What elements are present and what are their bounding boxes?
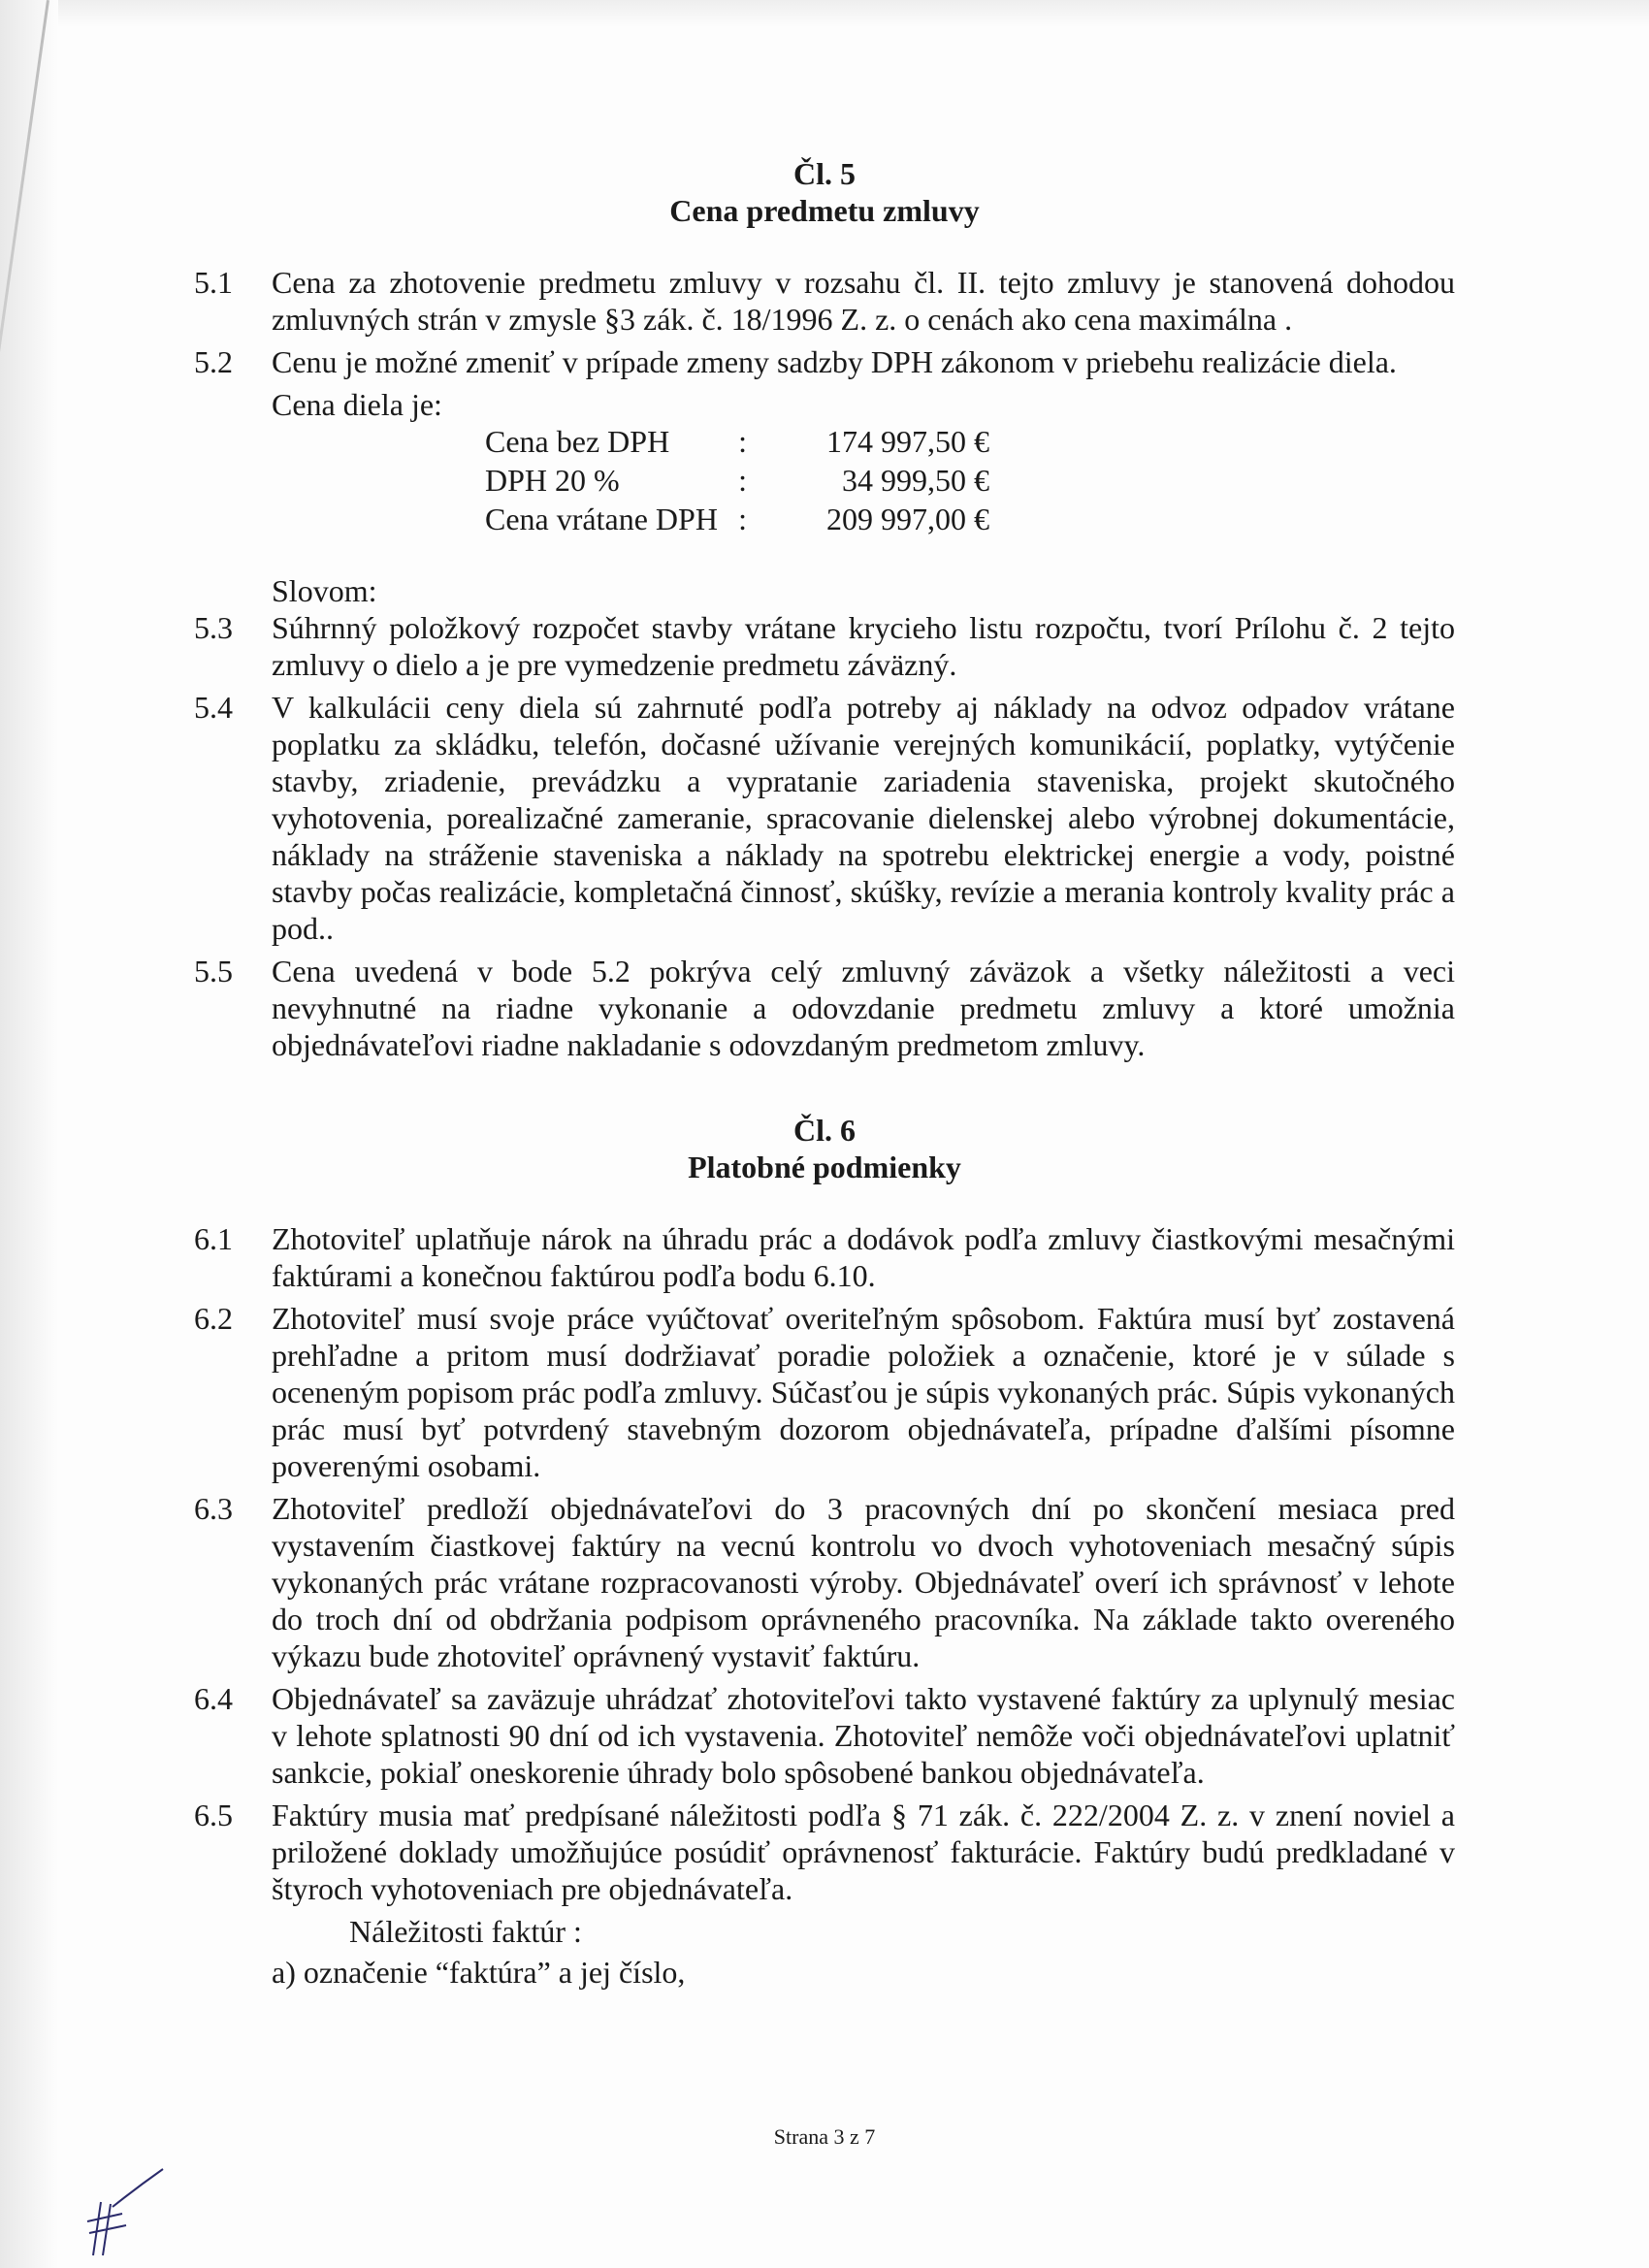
clause-5-2: [194, 343, 1455, 380]
article-6: [194, 1112, 1455, 1991]
clause-text: V kalkulácii ceny diela sú zahrnuté podľa potreby aj náklady na odvoz odpadov vrátane poplatku za skládku, telefón, dočasné užívanie verejných komunikácií, poplatky, vytýčenie stavby, zriadenie, prevádzku a vypratanie zariadenia staveniska, projekt skutočného vyhotovenia, porealizačné zameranie, spracovanie dielenskej alebo výrobnej dokumentácie, náklady na stráženie staveniska a náklady na spotrebu elektrickej energie a vody, poistné stavby počas realizácie, kompletačná činnosť, skúšky, revízie a merania kontroly kvality prác a pod..: [272, 690, 1455, 946]
page-footer: Strana 3 z 7: [773, 2124, 876, 2149]
clause-number: 5.5: [194, 954, 233, 988]
price-label: Cena bez DPH :: [485, 424, 747, 459]
clause-number: 6.5: [194, 1798, 233, 1832]
clause-number: 5.1: [194, 265, 233, 300]
clause-6-2: [194, 1300, 1455, 1484]
clause-text: Zhotoviteľ predloží objednávateľovi do 3 pracovných dní po skončení mesiaca pred vystavením čiastkovej faktúry na vecnú kontrolu vo dvoch vyhotoveniach mesačný súpis vykonaných prác vrátane rozpracovanosti výroby. Objednávateľ overí ich správnosť v lehote do troch dní od obdržania podpisom oprávneného pracovníka. Na základe takto overeného výkazu bude zhotoviteľ oprávnený vystaviť faktúru.: [272, 1491, 1455, 1673]
handwritten-signature: [83, 2163, 171, 2260]
price-value: 209 997,00 €: [826, 502, 989, 536]
clause-text: Faktúry musia mať predpísané náležitosti podľa § 71 zák. č. 222/2004 Z. z. v znení noviel a priložené doklady umožňujúce posúdiť oprávnenosť fakturácie. Faktúry budú predkladané v štyroch vyhotoveniach pre objednávateľa.: [272, 1798, 1455, 1906]
clause-number: 6.4: [194, 1681, 233, 1716]
price-row: [485, 423, 1455, 462]
clause-number: 6.3: [194, 1491, 233, 1526]
scan-left-edge: [0, 0, 58, 2268]
price-label: DPH 20 % :: [485, 463, 747, 498]
clause-text: Cena uvedená v bode 5.2 pokrýva celý zmluvný záväzok a všetky náležitosti a veci nevyhnutné na riadne vykonanie a odovzdanie predmetu zmluvy a ktoré umožnia objednávateľovi riadne nakladanie s odovzdaným predmetom zmluvy.: [272, 954, 1455, 1062]
clause-5-1: [194, 264, 1455, 338]
invoice-requirement-a: a) označenie “faktúra” a jej číslo,: [272, 1955, 686, 1990]
clause-text: Objednávateľ sa zaväzuje uhrádzať zhotoviteľovi takto vystavené faktúry za uplynulý mesiac v lehote splatnosti 90 dní od ich vystavenia. Zhotoviteľ nemôže voči objednávateľovi uplatniť sankcie, pokiaľ oneskorenie úhrady bolo spôsobené bankou objednávateľa.: [272, 1681, 1455, 1790]
price-row: [485, 462, 1455, 501]
clause-number: 5.4: [194, 690, 233, 725]
article-5-number: Čl. 5: [793, 156, 856, 191]
clause-number: 6.2: [194, 1301, 233, 1336]
article-5-title: Cena predmetu zmluvy: [669, 193, 980, 228]
clause-number: 6.1: [194, 1221, 233, 1256]
article-6-title: Platobné podmienky: [688, 1150, 961, 1184]
clause-5-5: [194, 953, 1455, 1063]
clause-text: Zhotoviteľ musí svoje práce vyúčtovať overiteľným spôsobom. Faktúra musí byť zostavená prehľadne a pritom musí dodržiavať poradie položiek a označenie, ktoré je v súlade s oceneným popisom prác podľa zmluvy. Súčasťou je súpis vykonaných prác. Súpis vykonaných prác musí byť potvrdený stavebným dozorom objednávateľa, prípadne ďalšími písomne poverenými osobami.: [272, 1301, 1455, 1483]
clause-text: Súhrnný položkový rozpočet stavby vrátane krycieho listu rozpočtu, tvorí Prílohu č. 2 tejto zmluvy o dielo a je pre vymedzenie predmetu záväzný.: [272, 610, 1455, 682]
price-table: [272, 386, 1455, 539]
amount-in-words-label: Slovom:: [272, 573, 377, 608]
clause-number: 5.3: [194, 610, 233, 645]
article-6-number: Čl. 6: [793, 1113, 856, 1148]
invoice-requirements-heading: Náležitosti faktúr :: [349, 1914, 582, 1949]
price-value: 34 999,50 €: [842, 463, 989, 498]
clause-5-4: [194, 689, 1455, 947]
clause-6-1: [194, 1220, 1455, 1294]
price-label: Cena vrátane DPH :: [485, 502, 747, 536]
clause-text: Zhotoviteľ uplatňuje nárok na úhradu prác a dodávok podľa zmluvy čiastkovými mesačnými faktúrami a konečnou faktúrou podľa bodu 6.10.: [272, 1221, 1455, 1293]
scan-top-shadow: [0, 0, 1649, 27]
clause-text: Cenu je možné zmeniť v prípade zmeny sadzby DPH zákonom v priebehu realizácie diela.: [272, 344, 1397, 379]
clause-6-3: [194, 1490, 1455, 1674]
clause-6-4: [194, 1680, 1455, 1791]
price-row: [485, 501, 1455, 539]
price-intro: Cena diela je:: [272, 387, 442, 422]
clause-number: 5.2: [194, 344, 233, 379]
document-body: [194, 155, 1455, 1994]
clause-5-3: [194, 609, 1455, 683]
price-value: 174 997,50 €: [826, 424, 989, 459]
clause-6-5: [194, 1797, 1455, 1907]
clause-text: Cena za zhotovenie predmetu zmluvy v rozsahu čl. II. tejto zmluvy je stanovená dohodou zmluvných strán v zmysle §3 zák. č. 18/1996 Z. z. o cenách ako cena maximálna .: [272, 265, 1455, 337]
